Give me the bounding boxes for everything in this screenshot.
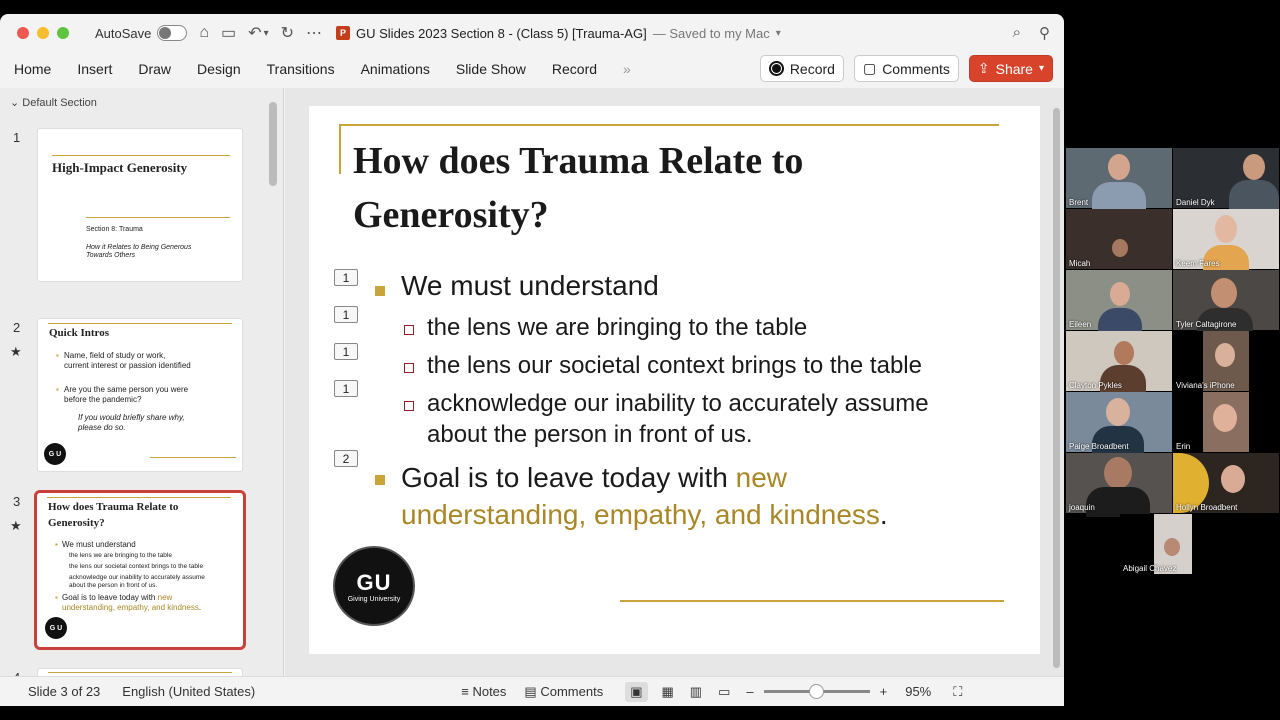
current-slide[interactable] xyxy=(309,106,1040,654)
thumb-rule xyxy=(48,323,232,324)
thumb-logo: G U xyxy=(44,443,66,465)
participant-name: Keem Fares xyxy=(1176,259,1220,268)
thumb-text: the lens we are bringing to the table xyxy=(69,552,172,559)
thumb-rule xyxy=(52,155,230,156)
animation-star-icon: ★ xyxy=(10,518,22,533)
tab-animations[interactable]: Animations xyxy=(360,61,430,77)
save-icon[interactable]: ▭ xyxy=(221,25,237,42)
title-chevron-icon: ▾ xyxy=(775,27,781,39)
participant-video xyxy=(1098,308,1142,332)
participant-tile[interactable] xyxy=(1066,270,1172,330)
participant-video xyxy=(1108,154,1130,180)
tab-home[interactable]: Home xyxy=(14,61,52,77)
animation-order-tag[interactable]: 1 xyxy=(334,343,358,360)
home-icon[interactable]: ⌂ xyxy=(199,24,210,41)
bullet-we-must-understand: We must understand xyxy=(401,270,659,301)
notes-button[interactable] xyxy=(461,684,506,699)
section-header[interactable] xyxy=(10,96,97,109)
tab-draw[interactable]: Draw xyxy=(138,61,172,77)
participant-tile[interactable] xyxy=(1173,392,1279,452)
participant-name: Paige Broadbent xyxy=(1069,442,1129,451)
thumb-title: How does Trauma Relate to xyxy=(48,501,179,513)
goal-end: . xyxy=(879,499,888,530)
thumb-bullet: ▪ xyxy=(56,385,59,394)
share-icon: ⇪ xyxy=(977,60,990,76)
tab-record[interactable]: Record xyxy=(551,61,598,77)
status-comments-label: Comments xyxy=(540,683,604,699)
normal-view-icon[interactable]: ▣ xyxy=(625,682,647,702)
tab-slide-show[interactable]: Slide Show xyxy=(455,61,526,77)
sub-bullet-icon xyxy=(404,363,414,373)
thumb-rule xyxy=(150,457,236,458)
share-chevron-icon: ▾ xyxy=(1038,63,1044,74)
participant-tile[interactable] xyxy=(1066,392,1172,452)
more-commands-icon[interactable]: ⋯ xyxy=(306,25,323,42)
ribbon-tabs xyxy=(0,52,1064,86)
participant-name: Erin xyxy=(1176,442,1191,451)
more-tabs-icon[interactable]: » xyxy=(623,61,631,77)
participant-video xyxy=(1112,239,1128,257)
thumb-goal-gold: new xyxy=(157,593,173,602)
document-name: GU Slides 2023 Section 8 - (Class 5) [Trauma-AG] xyxy=(356,25,647,41)
animation-order-tag[interactable]: 1 xyxy=(334,269,358,286)
goal-text: Goal is to leave today with xyxy=(401,462,728,493)
participant-tile[interactable] xyxy=(1173,331,1279,391)
zoom-level[interactable]: 95% xyxy=(905,684,932,699)
tab-transitions[interactable]: Transitions xyxy=(266,61,335,77)
participant-video xyxy=(1104,457,1132,489)
participant-video xyxy=(1211,278,1237,308)
logo-caption: Giving University xyxy=(347,595,401,603)
thumb-text: before the pandemic? xyxy=(64,395,142,404)
editor-scrollbar[interactable] xyxy=(1053,108,1060,668)
status-comments-button[interactable] xyxy=(524,684,603,700)
thumb-text: If you would briefly share why, xyxy=(78,413,185,422)
participant-name: Daniel Dyk xyxy=(1176,198,1215,207)
animation-order-tag[interactable]: 1 xyxy=(334,380,358,397)
participant-name: Brent xyxy=(1069,198,1089,207)
thumb-goal-text: Goal is to leave today with xyxy=(62,593,156,602)
participant-video xyxy=(1215,343,1235,367)
thumb-title: Generosity? xyxy=(48,517,105,529)
thumbnails-scrollbar[interactable] xyxy=(269,102,277,186)
slide-title[interactable] xyxy=(353,134,953,242)
powerpoint-window xyxy=(0,14,1064,706)
participant-tile[interactable] xyxy=(1173,270,1279,330)
thumb-rule xyxy=(48,672,232,673)
thumb-text: current interest or passion identified xyxy=(64,361,191,370)
participant-name: joaquin xyxy=(1069,503,1095,512)
zoom-out-button[interactable]: – xyxy=(746,684,754,699)
sub-bullet-icon xyxy=(404,401,414,411)
thumb-text: the lens our societal context brings to the table xyxy=(69,563,204,570)
title-bracket xyxy=(339,124,341,174)
close-window-button[interactable] xyxy=(17,27,29,39)
goal-gold-new: new xyxy=(735,462,787,493)
sub-bullet-acknowledge-cont: about the person in front of us. xyxy=(427,421,753,448)
comment-icon: ▢ xyxy=(862,60,877,76)
bullet-goal xyxy=(401,459,888,533)
participant-name: Abigail Chavez xyxy=(1123,564,1177,573)
participant-tile[interactable] xyxy=(1066,331,1172,391)
slide-thumbnails-panel xyxy=(0,88,284,676)
language-indicator[interactable]: English (United States) xyxy=(122,684,256,699)
participant-name: Hollyn Broadbent xyxy=(1176,503,1238,512)
sub-bullet-icon xyxy=(404,325,414,335)
thumb-text: Are you the same person you were xyxy=(64,385,189,394)
zoom-window-button[interactable] xyxy=(57,27,69,39)
thumb-text: We must understand xyxy=(62,540,136,549)
thumb-title: High-Impact Generosity xyxy=(52,160,188,175)
comments-button[interactable] xyxy=(854,55,959,82)
comment-icon: ▤ xyxy=(524,683,537,699)
record-label: Record xyxy=(789,60,835,77)
thumb-text: about the person in front of us. xyxy=(69,582,158,589)
thumb-bullet: ▪ xyxy=(56,351,59,360)
thumb-logo: G U xyxy=(45,617,67,639)
undo-dropdown-icon[interactable]: ▾ xyxy=(263,27,269,39)
title-rule xyxy=(339,124,999,126)
participant-video xyxy=(1114,341,1134,365)
fit-to-window-icon[interactable]: ⛶ xyxy=(953,683,963,699)
participant-video xyxy=(1243,154,1265,180)
autosave-control[interactable] xyxy=(95,25,187,41)
participant-video xyxy=(1215,215,1237,243)
thumb-title: Quick Intros xyxy=(49,327,110,339)
footer-rule xyxy=(620,600,1004,602)
undo-icon[interactable]: ↶ xyxy=(248,25,262,42)
record-icon xyxy=(769,61,784,76)
thumb-bullet: ▪ xyxy=(55,540,58,549)
slide-thumbnail-3-selected[interactable] xyxy=(34,490,246,650)
participant-tile[interactable] xyxy=(1173,209,1279,269)
logo-letters: GU xyxy=(356,569,392,595)
zoom-slider[interactable] xyxy=(764,690,870,693)
reading-view-icon[interactable]: ▥ xyxy=(689,683,703,699)
section-label: Default Section xyxy=(22,97,97,109)
participant-video xyxy=(1086,487,1150,517)
slide-thumbnail-1[interactable] xyxy=(37,128,243,282)
record-button[interactable] xyxy=(760,55,844,82)
saved-status: — Saved to my Mac xyxy=(652,25,770,41)
participant-video xyxy=(1110,282,1130,306)
participant-video xyxy=(1106,398,1130,426)
share-label: Share xyxy=(995,60,1033,77)
status-bar xyxy=(0,676,1064,706)
zoom-in-button[interactable]: + xyxy=(879,684,888,699)
thumb-text: Name, field of study or work, xyxy=(64,351,166,360)
animation-order-tag[interactable]: 1 xyxy=(334,306,358,323)
thumb-text: acknowledge our inability to accurately assume xyxy=(69,574,205,581)
sub-bullet-acknowledge: acknowledge our inability to accurately assume xyxy=(427,390,929,417)
slide-number-2: 2 xyxy=(13,320,21,335)
thumb-text: Towards Others xyxy=(86,252,136,259)
share-settings-icon[interactable]: ⚲ xyxy=(1039,25,1050,42)
slide-title-line-2: Generosity? xyxy=(353,194,549,236)
zoom-slider-knob[interactable] xyxy=(809,684,824,699)
participant-video xyxy=(1213,404,1237,432)
document-title[interactable] xyxy=(336,26,781,41)
thumb-goal-gold: understanding, empathy, and kindness xyxy=(62,603,199,612)
animation-star-icon: ★ xyxy=(10,344,22,359)
thumb-rule xyxy=(86,217,230,218)
slide-number-3: 3 xyxy=(13,494,21,509)
section-chevron-icon: ⌄ xyxy=(10,97,20,109)
redo-icon[interactable]: ↻ xyxy=(280,25,295,42)
sub-bullet-societal-context: the lens our societal context brings to the table xyxy=(427,352,922,379)
notes-icon: ≡ xyxy=(461,684,469,699)
participant-tile[interactable] xyxy=(1120,514,1226,574)
participant-tile[interactable] xyxy=(1066,209,1172,269)
slide-counter: Slide 3 of 23 xyxy=(28,684,101,699)
thumb-text: How it Relates to Being Generous xyxy=(86,244,192,251)
animation-order-tag[interactable]: 2 xyxy=(334,450,358,467)
participant-tile[interactable] xyxy=(1066,453,1172,513)
thumb-text xyxy=(62,603,201,613)
comments-label: Comments xyxy=(882,60,950,77)
slide-editor xyxy=(285,88,1064,676)
slide-sorter-icon[interactable]: ▦ xyxy=(661,683,674,699)
tab-design[interactable]: Design xyxy=(197,61,241,77)
tab-insert[interactable]: Insert xyxy=(77,61,113,77)
participant-video xyxy=(1221,465,1245,493)
participant-name: Micah xyxy=(1069,259,1091,268)
participant-name: Eileen xyxy=(1069,320,1092,329)
participant-video xyxy=(1229,180,1279,210)
slide-number-1: 1 xyxy=(13,130,21,145)
goal-gold-values: understanding, empathy, and kindness xyxy=(401,499,880,530)
slide-thumbnail-2[interactable] xyxy=(37,318,243,472)
participant-name: Viviana's iPhone xyxy=(1176,381,1235,390)
share-button[interactable] xyxy=(969,55,1053,82)
thumb-text: Section 8: Trauma xyxy=(86,226,143,233)
autosave-toggle[interactable] xyxy=(157,25,187,41)
participant-tile[interactable] xyxy=(1173,453,1279,513)
participant-tile[interactable] xyxy=(1066,148,1172,208)
powerpoint-file-icon: P xyxy=(336,26,350,40)
participant-video xyxy=(1164,538,1180,556)
giving-university-logo xyxy=(333,546,415,626)
participant-video xyxy=(1092,182,1146,212)
slide-title-line-1: How does Trauma Relate to xyxy=(353,140,804,182)
sub-bullet-lens-table: the lens we are bringing to the table xyxy=(427,314,808,341)
notes-label: Notes xyxy=(472,684,507,699)
autosave-label: AutoSave xyxy=(95,25,152,41)
slideshow-icon[interactable]: ▭ xyxy=(718,683,731,699)
thumb-bullet: ▪ xyxy=(55,593,58,602)
thumb-text: please do so. xyxy=(78,423,126,432)
bullet-square-icon xyxy=(375,475,385,485)
participant-name: Tyler Caltagirone xyxy=(1176,320,1237,329)
thumb-goal-end: . xyxy=(198,603,202,612)
thumb-text xyxy=(62,593,172,603)
thumb-rule xyxy=(47,497,231,498)
bullet-square-icon xyxy=(375,286,385,296)
video-call-gallery xyxy=(1066,148,1280,573)
search-icon[interactable]: ⌕ xyxy=(1012,24,1021,41)
participant-name: Clayton Pykles xyxy=(1069,381,1122,390)
minimize-window-button[interactable] xyxy=(37,27,49,39)
title-bar xyxy=(0,14,1064,52)
participant-tile[interactable] xyxy=(1173,148,1279,208)
